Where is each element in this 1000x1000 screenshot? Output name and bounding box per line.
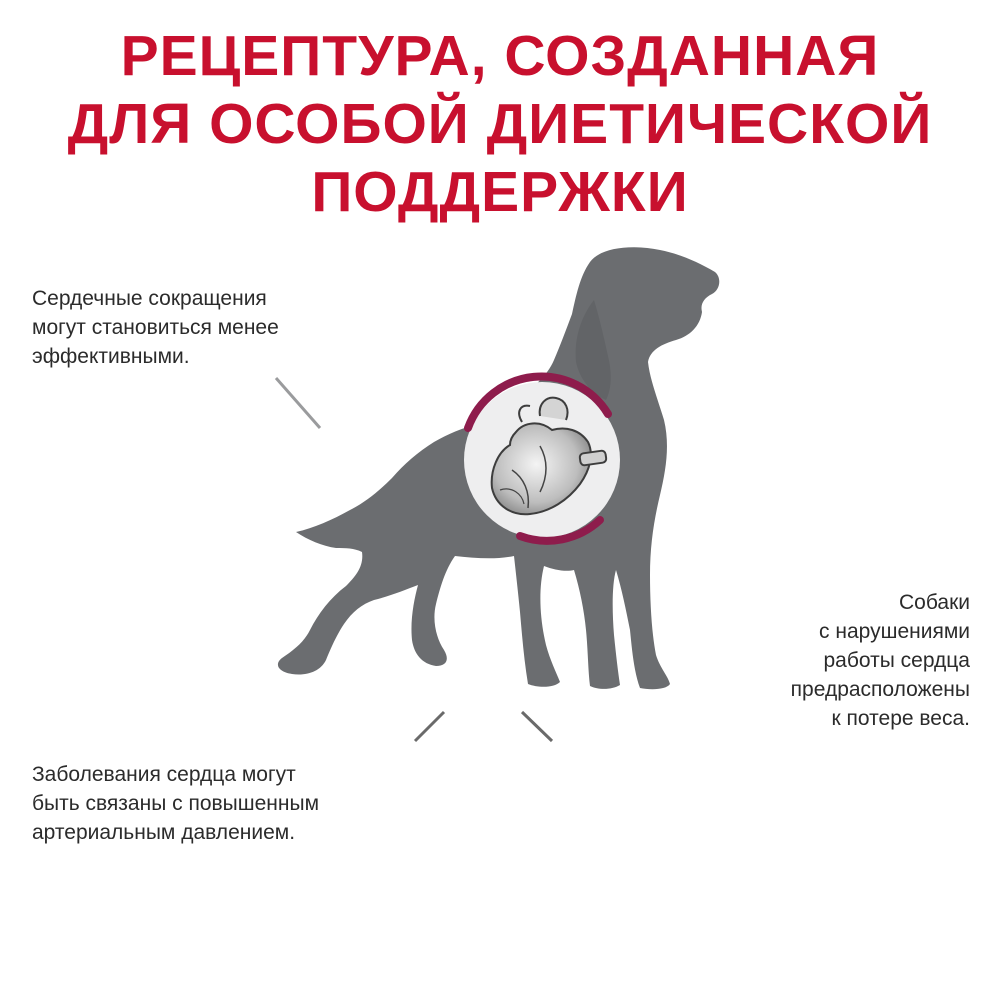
callout-right-line-5: к потере веса. — [831, 707, 970, 730]
headline-line-1: РЕЦЕПТУРА, СОЗДАННАЯ — [120, 24, 880, 88]
headline-line-2: ДЛЯ ОСОБОЙ ДИЕТИЧЕСКОЙ — [67, 92, 933, 156]
callout-top-left-line-3: эффективными. — [32, 345, 190, 368]
callout-top-left-line-2: могут становиться менее — [32, 316, 279, 339]
callout-top-left-line-1: Сердечные сокращения — [32, 287, 267, 310]
callout-right-line-3: работы сердца — [823, 649, 970, 672]
callout-right — [710, 588, 970, 733]
callout-right-line-1: Собаки — [899, 591, 970, 614]
headline-line-3: ПОДДЕРЖКИ — [311, 160, 689, 224]
connector-bottom-left — [30, 712, 444, 741]
callout-top-left — [32, 284, 352, 371]
callout-bottom-left — [32, 760, 392, 847]
callout-bottom-left-line-1: Заболевания сердца могут — [32, 763, 296, 786]
callout-right-line-2: с нарушениями — [819, 620, 970, 643]
callout-bottom-left-line-2: быть связаны с повышенным — [32, 792, 320, 815]
callout-right-line-4: предрасположены — [790, 678, 970, 701]
callout-bottom-left-line-3: артериальным давлением. — [32, 821, 296, 844]
connector-top-left — [30, 378, 320, 428]
